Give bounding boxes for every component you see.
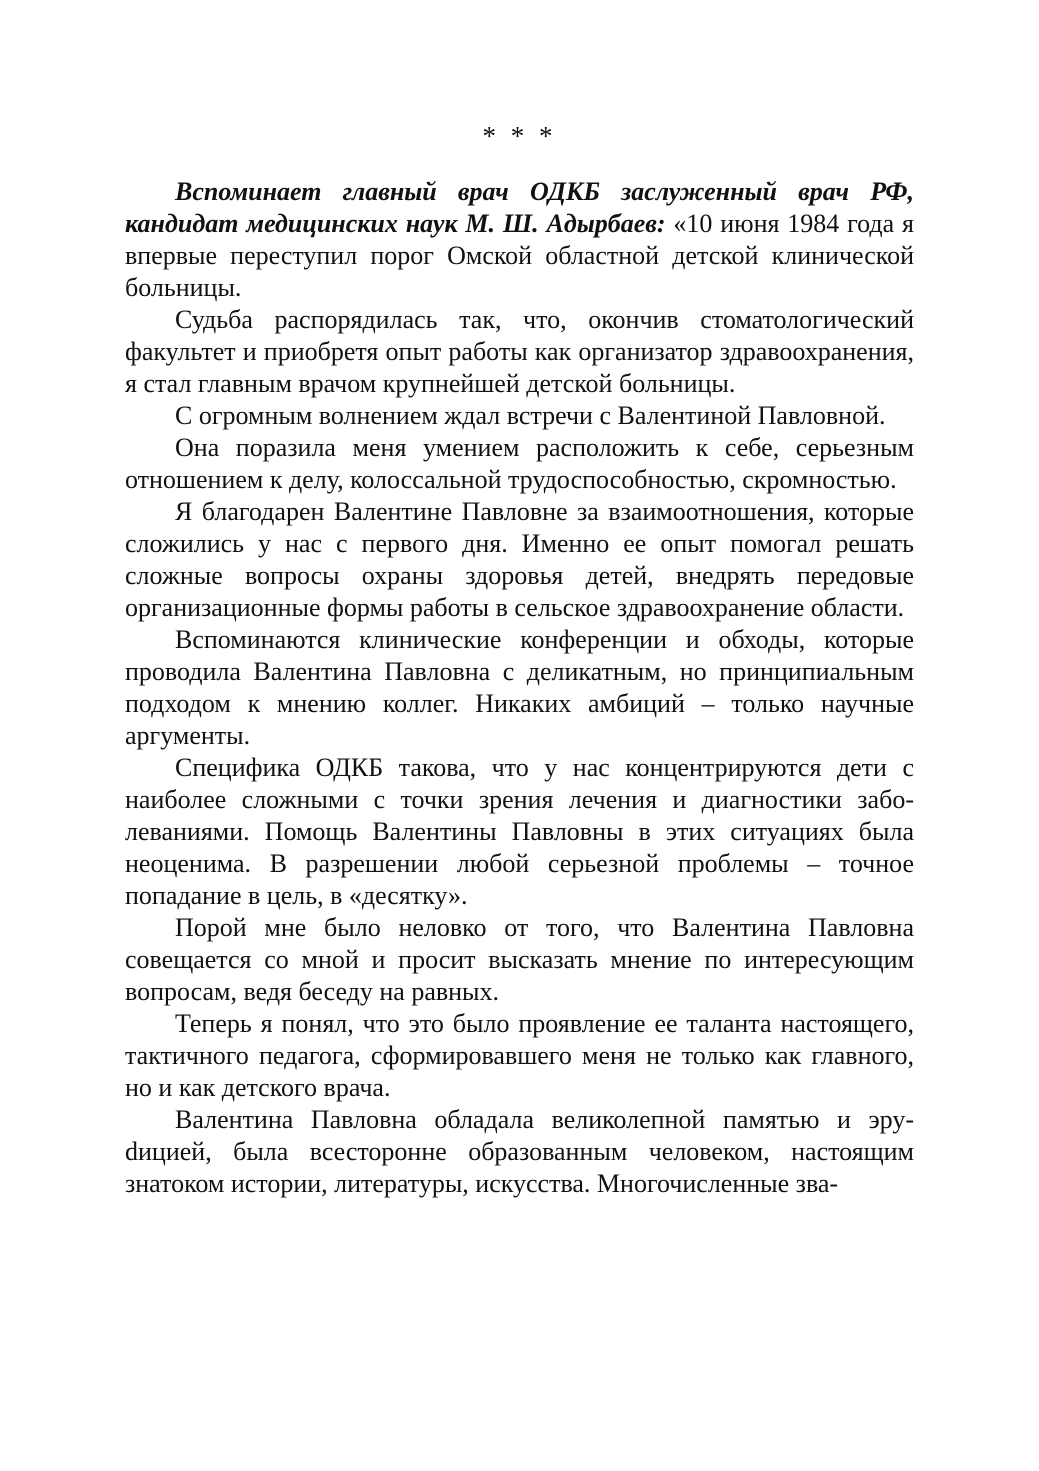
paragraph-8: Теперь я понял, что это было проявление ее таланта настоящего, тактичного педагога, сформировавшего меня не только как главного, но и как детского врача. (125, 1009, 914, 1102)
section-separator: * * * (482, 121, 557, 151)
paragraph-6: Специфика ОДКБ такова, что у нас концентрируются дети с наиболее сложными с точки зрения лечения и диагностики заболеваниями. Помощь Валентины Павловны в этих ситуациях была неоценима. В разрешении любой серьезной проблемы – точное попадание в цель, в «десятку». (125, 753, 914, 910)
intro-paragraph (125, 176, 914, 304)
paragraph-1: Судьба распорядилась так, что, окончив стоматологический факультет и приобретя опыт работы как организатор здравоохранения, я стал главным врачом крупнейшей детской больницы. (125, 305, 914, 398)
text-column (125, 176, 914, 1200)
intro-author-line: Вспоминает главный врач ОДКБ заслуженный врач РФ, кандидат медицинских наук М. Ш. Адырбаев: (125, 177, 914, 238)
intro-text: «10 июня 1984 года я впервые переступил порог Омской областной детской клинической больницы. (125, 209, 914, 302)
paragraph-3: Она поразила меня умением расположить к себе, серьезным отношением к делу, колоссальной трудоспособностью, скромностью. (125, 433, 914, 494)
paragraph-4: Я благодарен Валентине Павловне за взаимоотношения, которые сложились у нас с первого дня. Именно ее опыт помогал решать сложные вопросы охраны здоровья детей, внедрять передовые организационные формы работы в сельское здравоохранение области. (125, 497, 914, 622)
paragraph-5: Вспоминаются клинические конференции и обходы, которые проводила Валентина Павловна с деликатным, но принципиальным подходом к мнению коллег. Никаких амбиций – только научные аргументы. (125, 625, 914, 750)
paragraph-7: Порой мне было неловко от того, что Валентина Павловна совещается со мной и просит высказать мнение по интересующим вопросам, ведя беседу на равных. (125, 913, 914, 1006)
paragraph-2: С огромным волнением ждал встречи с Валентиной Павловной. (175, 401, 886, 430)
paragraph-9: Валентина Павловна обладала великолепной памятью и эруdицией, была всесторонне образованным человеком, настоящим знатоком истории, литературы, искусства. Многочисленные зва- (125, 1105, 914, 1198)
